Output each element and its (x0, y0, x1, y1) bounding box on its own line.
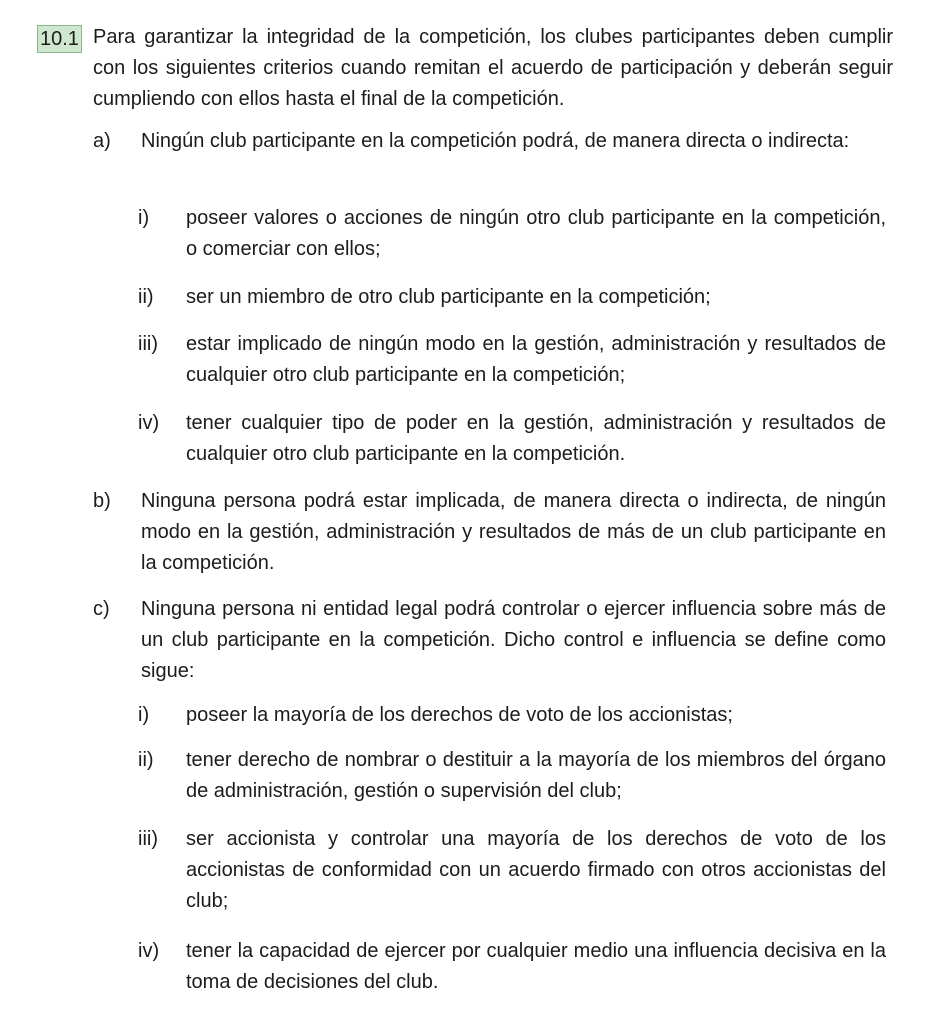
item-a-iii-label: iii) (138, 333, 158, 355)
item-b-text: Ninguna persona podrá estar implicada, de manera directa o indirecta, de ningún modo en la gestión, administración y resultados de más de un club participante en la competición. (141, 490, 886, 574)
item-b-label: b) (93, 490, 111, 512)
item-a-ii-label: ii) (138, 286, 154, 308)
item-a-i-text: poseer valores o acciones de ningún otro club participante en la competición, o comerciar con ellos; (186, 207, 886, 260)
item-c-ii-text: tener derecho de nombrar o destituir a la mayoría de los miembros del órgano de administración, gestión o supervisión del club; (186, 749, 886, 802)
item-c-iii-text: ser accionista y controlar una mayoría de los derechos de voto de los accionistas de conformidad con un acuerdo firmado con otros accionistas del club; (186, 828, 886, 912)
item-c-label: c) (93, 598, 110, 620)
item-c-i-label: i) (138, 704, 150, 726)
item-a-i-label: i) (138, 207, 150, 229)
item-a-text: Ningún club participante en la competición podrá, de manera directa o indirecta: (141, 130, 850, 152)
item-c-iv-text: tener la capacidad de ejercer por cualquier medio una influencia decisiva en la toma de decisiones del club. (186, 940, 886, 993)
item-a-iii-text: estar implicado de ningún modo en la gestión, administración y resultados de cualquier otro club participante en la competición; (186, 333, 886, 386)
item-c-text: Ninguna persona ni entidad legal podrá controlar o ejercer influencia sobre más de un club participante en la competición. Dicho control e influencia se define como sigue: (141, 598, 886, 682)
item-a-label: a) (93, 130, 111, 152)
item-c-ii-label: ii) (138, 749, 154, 771)
item-a-iv-text: tener cualquier tipo de poder en la gestión, administración y resultados de cualquier otro club participante en la competición. (186, 412, 886, 465)
item-c-i-text: poseer la mayoría de los derechos de voto de los accionistas; (186, 704, 733, 726)
item-a-ii-text: ser un miembro de otro club participante en la competición; (186, 286, 711, 308)
clause-intro-text: Para garantizar la integridad de la competición, los clubes participantes deben cumplir con los siguientes criterios cuando remitan el acuerdo de participación y deberán seguir cumpliendo con ellos hasta el final de la competición. (93, 26, 893, 110)
clause-number-highlight: 10.1 (37, 25, 82, 53)
item-c-iv-label: iv) (138, 940, 160, 962)
item-c-iii-label: iii) (138, 828, 158, 850)
item-a-iv-label: iv) (138, 412, 160, 434)
